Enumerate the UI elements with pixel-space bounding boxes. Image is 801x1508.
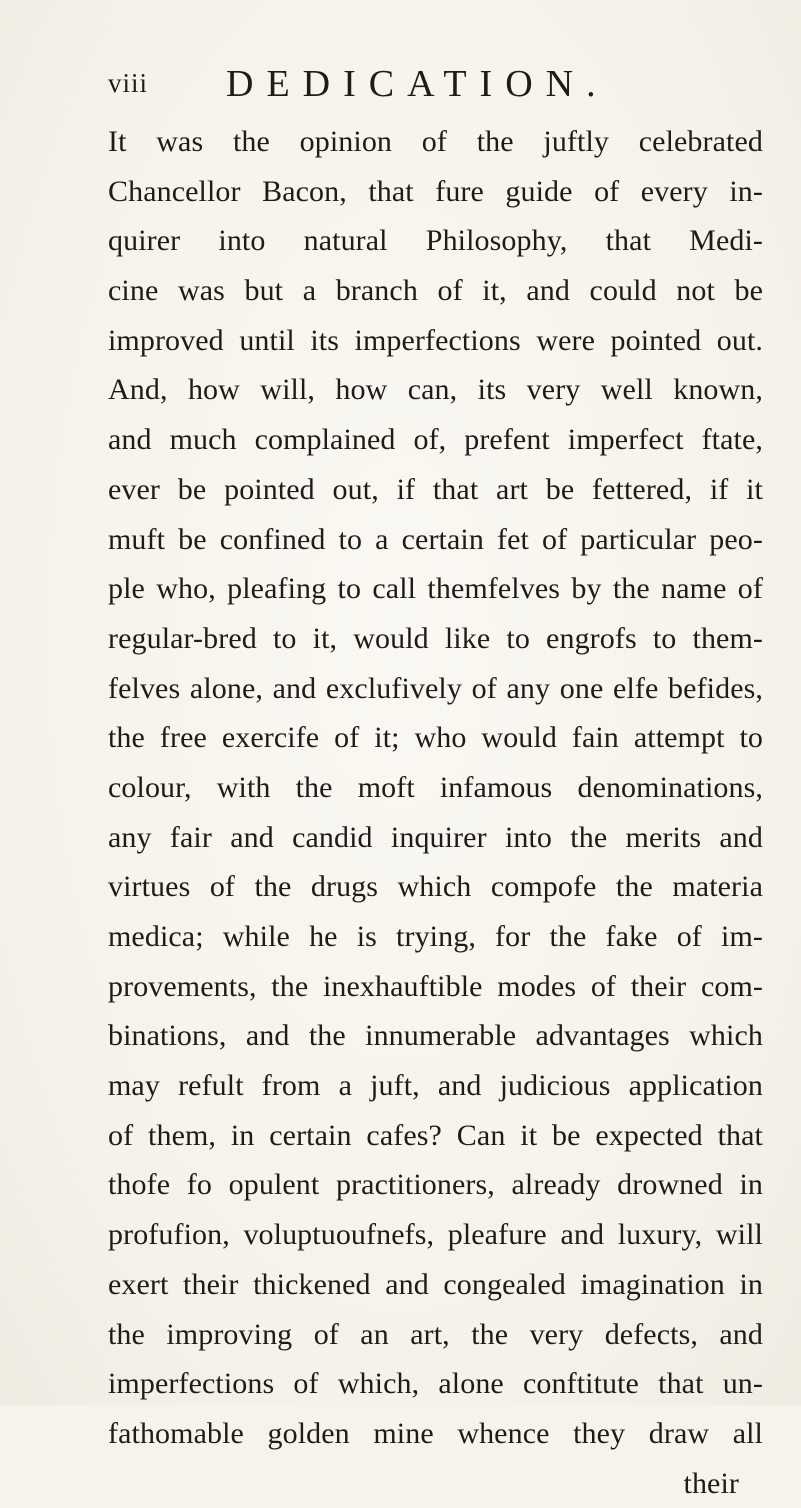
text-line: fathomable golden mine whence they draw all bbox=[108, 1416, 763, 1450]
text-line: quirer into natural Philosophy, that Medi- bbox=[108, 224, 763, 258]
text-line: any fair and candid inquirer into the merits and bbox=[108, 820, 763, 854]
text-line: And, how will, how can, its very well known, bbox=[108, 373, 763, 407]
page-header bbox=[108, 62, 748, 106]
text-line: improved until its imperfections were pointed out. bbox=[108, 323, 763, 357]
text-line: regular-bred to it, would like to engrofs to them- bbox=[108, 621, 763, 655]
dedication-text bbox=[108, 117, 763, 1508]
text-line: of them, in certain cafes? Can it be expected that bbox=[108, 1118, 763, 1152]
text-line: colour, with the moft infamous denominations, bbox=[108, 770, 763, 804]
text-line: the improving of an art, the very defects, and bbox=[108, 1317, 763, 1351]
text-line: provements, the inexhauftible modes of their com- bbox=[108, 969, 763, 1003]
text-line: It was the opinion of the juftly celebrated bbox=[108, 125, 763, 158]
text-line: imperfections of which, alone conftitute that un- bbox=[108, 1367, 763, 1401]
running-title: DEDICATION. bbox=[226, 63, 609, 105]
text-line: may refult from a juft, and judicious application bbox=[108, 1069, 763, 1103]
text-line: and much complained of, prefent imperfect ftate, bbox=[108, 423, 763, 457]
text-line: binations, and the innumerable advantages which bbox=[108, 1019, 763, 1053]
text-line: muft be confined to a certain fet of particular peo- bbox=[108, 522, 763, 556]
page-number: viii bbox=[108, 68, 149, 98]
text-line: ple who, pleafing to call themfelves by the name of bbox=[108, 572, 763, 606]
catchword: their bbox=[683, 1466, 739, 1500]
text-line: the free exercife of it; who would fain attempt to bbox=[108, 721, 763, 755]
text-line: virtues of the drugs which compofe the materia bbox=[108, 870, 763, 904]
text-line: Chancellor Bacon, that fure guide of every in- bbox=[108, 174, 763, 208]
text-line: exert their thickened and congealed imagination in bbox=[108, 1267, 763, 1301]
text-line: cine was but a branch of it, and could not be bbox=[108, 274, 763, 308]
text-line: profufion, voluptuoufnefs, pleafure and luxury, will bbox=[108, 1218, 763, 1252]
text-line: felves alone, and exclufively of any one elfe befides, bbox=[108, 671, 763, 705]
text-line: thofe fo opulent practitioners, already drowned in bbox=[108, 1168, 763, 1202]
text-line: ever be pointed out, if that art be fettered, if it bbox=[108, 472, 763, 506]
text-line: medica; while he is trying, for the fake of im- bbox=[108, 920, 763, 953]
